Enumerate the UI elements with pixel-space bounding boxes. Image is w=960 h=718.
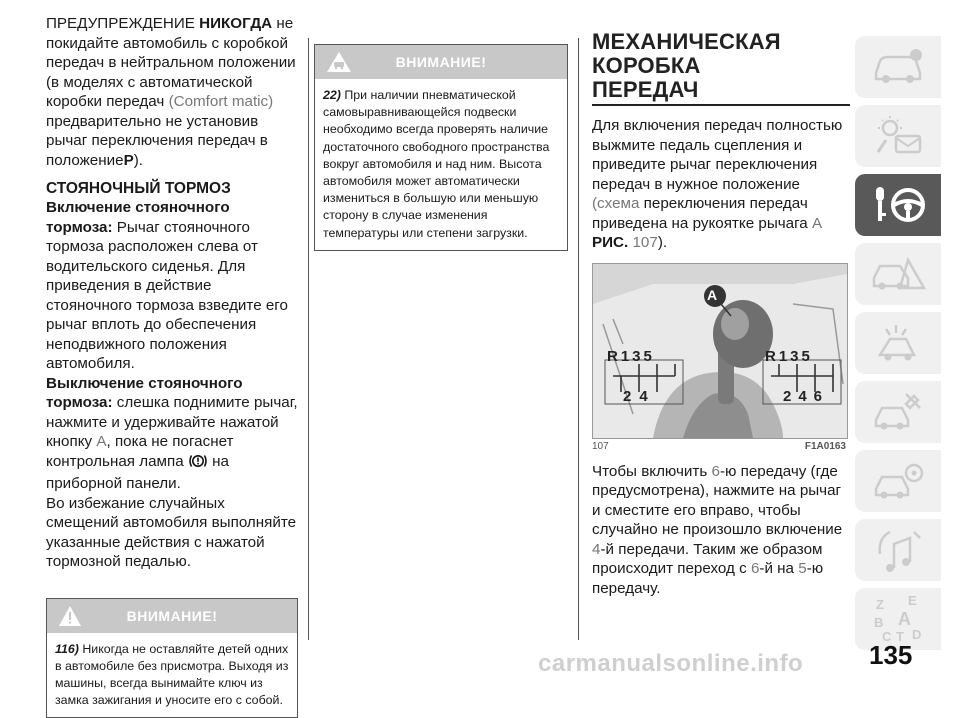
index-letter: D: [912, 627, 921, 642]
tab-multimedia[interactable]: [855, 519, 941, 581]
column-middle: [314, 44, 568, 251]
tab-key-wheel[interactable]: [855, 174, 941, 236]
page-number: 135: [869, 640, 912, 671]
shift-pattern-right-top: R135: [765, 348, 813, 365]
release-note: Во избежание случайных смещений автомобиля выполняйте указанные действия с нажатой тормозной педалью.: [46, 494, 298, 572]
warning-box: [46, 598, 298, 718]
sixth-gear-paragraph: Чтобы включить 6-ю передачу (где предусмотрена), нажмите на рычаг и сместите его вправо, чтобы случайно не произошло включение 4-й передачи. Таким же образом происходит переход с 6-й на 5-ю передачу.: [592, 462, 850, 599]
safety-crash-icon: [870, 254, 926, 294]
column-left: [46, 14, 298, 718]
tab-maintenance[interactable]: [855, 381, 941, 443]
column-divider: [308, 38, 309, 640]
parking-brake-lamp-icon: [188, 453, 208, 475]
section-tabs: [855, 36, 941, 657]
gear-lever-figure: [592, 263, 848, 439]
tab-car-info[interactable]: [855, 36, 941, 98]
figure-caption: 107 F1A0163: [592, 441, 846, 452]
tab-emergency[interactable]: [855, 312, 941, 374]
index-letter: C: [882, 629, 892, 643]
multimedia-icon: [870, 528, 926, 572]
subsection-release: Выключение стояночного тормоза: слешка поднимите рычаг, нажмите и удерживайте нажатой кнопку A, пока не погаснет контрольная лампа на приборной панели.: [46, 374, 298, 494]
warning-body: 22) При наличии пневматической самовыравнивающейся подвески необходимо всегда проверять наличие достаточного свободного пространства вокруг автомобиля и над ним. Высота автомобиля может автоматически измениться в большую или меньшую сторону в случае изменения температуры или степени загрузки.: [315, 79, 567, 250]
key-wheel-icon: [868, 183, 928, 227]
subsection-engage: Включение стояночного тормоза: Рычаг стояночного тормоза расположен слева от водительского сиденья. Для приведения в действие стояночного тормоза взведите его рычаг вплоть до обеспечения неподвижного положения автомобиля.: [46, 198, 298, 374]
section-heading: СТОЯНОЧНЫЙ ТОРМОЗ: [46, 180, 298, 198]
tab-safety[interactable]: [855, 243, 941, 305]
warning-body: 116) Никогда не оставляйте детей одних в автомобиле без присмотра. Выходя из машины, всегда вынимайте ключ из замка зажигания и уносите его с собой.: [47, 633, 297, 718]
warning-header: ВНИМАНИЕ!: [315, 45, 567, 79]
shift-pattern-left-bottom: 24: [623, 388, 656, 405]
index-icon: [868, 595, 928, 643]
gear-intro-paragraph: Для включения передач полностью выжмите педаль сцепления и приведите рычаг переключения передач в нужное положение (схема переключения передач приведена на рукоятке рычага A РИС. 107).: [592, 116, 850, 253]
watermark: carmanualsonline.info: [538, 650, 803, 678]
index-letter: A: [898, 609, 911, 629]
warning-header: ВНИМАНИЕ!: [47, 599, 297, 633]
tab-specs[interactable]: [855, 450, 941, 512]
emergency-icon: [870, 321, 926, 365]
title-underline: [592, 104, 850, 106]
warning-lights-icon: [870, 114, 926, 158]
maintenance-icon: [870, 390, 926, 434]
tab-warning-lights[interactable]: [855, 105, 941, 167]
shift-pattern-left-top: R135: [607, 348, 655, 365]
specs-icon: [870, 459, 926, 503]
index-letter: B: [874, 615, 883, 630]
column-divider: [578, 38, 579, 640]
car-info-icon: [870, 47, 926, 87]
index-letter: T: [896, 629, 904, 643]
warning-box: [314, 44, 568, 251]
lever-callout-a: A: [707, 287, 717, 303]
section-title: МЕХАНИЧЕСКАЯ КОРОБКА ПЕРЕДАЧ: [592, 30, 850, 102]
shift-pattern-right-bottom: 246: [783, 388, 829, 405]
car-warning-icon: [325, 50, 353, 77]
index-letter: E: [908, 595, 917, 608]
warning-paragraph: ПРЕДУПРЕЖДЕНИЕ НИКОГДА не покидайте автомобиль с коробкой передач в нейтральном положении (в моделях с автоматической коробки передач (Comfort matic) предварительно не установив рычаг переключения передач в положениеP).: [46, 14, 298, 170]
column-right: [592, 30, 850, 598]
warning-triangle-icon: [57, 604, 83, 631]
index-letter: Z: [876, 597, 884, 612]
